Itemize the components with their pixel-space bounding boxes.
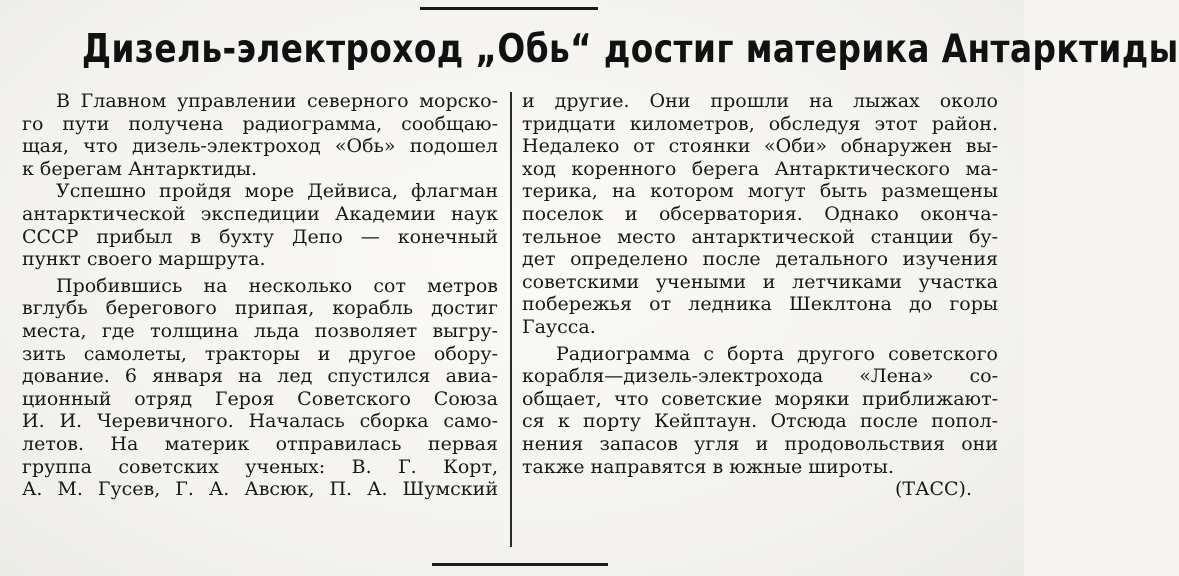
text-line: антарктической экспедиции Академии наук [22, 202, 498, 225]
text-line: пункт своего маршрута. [22, 248, 266, 271]
text-line: тельное место антарктической станции бу- [522, 225, 998, 248]
text-line: советскими учеными и летчиками участка [522, 270, 998, 293]
text-line: ход коренного берега Антарктического ма- [522, 157, 998, 180]
text-line: поселок и обсерватория. Однако оконча- [522, 202, 998, 225]
text-line: также направятся в южные широты. [522, 455, 894, 478]
text-line: дование. 6 января на лед спустился авиа- [22, 365, 498, 388]
column-divider [510, 92, 512, 547]
text-line: В Главном управлении северного морско- [56, 90, 498, 112]
right-column [522, 90, 998, 550]
text-line: группа советских ученых: В. Г. Корт, [22, 455, 498, 478]
left-column [22, 90, 498, 550]
text-line: ся к порту Кейптаун. Отсюда после попол- [522, 410, 998, 433]
text-line: летов. На материк отправилась первая [22, 432, 498, 455]
text-line: ционный отряд Героя Советского Союза [22, 387, 498, 410]
text-line: А. М. Гусев, Г. А. Авсюк, П. А. Шумский [22, 478, 498, 501]
article-headline: Дизель-электроход „Обь“ достиг материка Антарктиды [81, 27, 1179, 72]
top-rule [420, 7, 598, 10]
text-line: щая, что дизель-электроход «Обь» подошел [22, 135, 498, 158]
text-line: зить самолеты, тракторы и другое обору- [22, 342, 498, 365]
text-line: го пути получена радиограмма, сообщаю- [22, 112, 498, 135]
text-line: Успешно пройдя море Дейвиса, флагман [56, 180, 498, 203]
text-line: (ТАСС). [894, 478, 972, 501]
text-line: терика, на котором могут быть размещены [522, 180, 998, 203]
text-line: Недалеко от стоянки «Оби» обнаружен вы- [522, 135, 998, 158]
text-line: места, где толщина льда позволяет выгру- [22, 319, 498, 342]
text-line: СССР прибыл в бухту Депо — конечный [22, 225, 498, 248]
text-line: к берегам Антарктиды. [22, 157, 258, 180]
text-line: Пробившись на несколько сот метров [56, 274, 498, 297]
bottom-rule [432, 563, 608, 566]
text-line: нения запасов угля и продовольствия они [522, 432, 998, 455]
text-line: тридцати километров, обследуя этот район. [522, 112, 998, 135]
text-line: Гаусса. [522, 315, 596, 338]
text-line: побережья от ледника Шеклтона до горы [522, 293, 998, 316]
text-line: и другие. Они прошли на лыжах около [522, 90, 998, 112]
text-line: дет определено после детального изучения [522, 248, 998, 271]
text-line: вглубь берегового припая, корабль достиг [22, 297, 498, 320]
text-line: корабля—дизель-электрохода «Лена» со- [522, 365, 998, 388]
text-line: общает, что советские моряки приближают- [522, 387, 998, 410]
text-line: И. И. Черевичного. Началась сборка само- [22, 410, 498, 433]
text-line: Радиограмма с борта другого советского [556, 342, 998, 365]
